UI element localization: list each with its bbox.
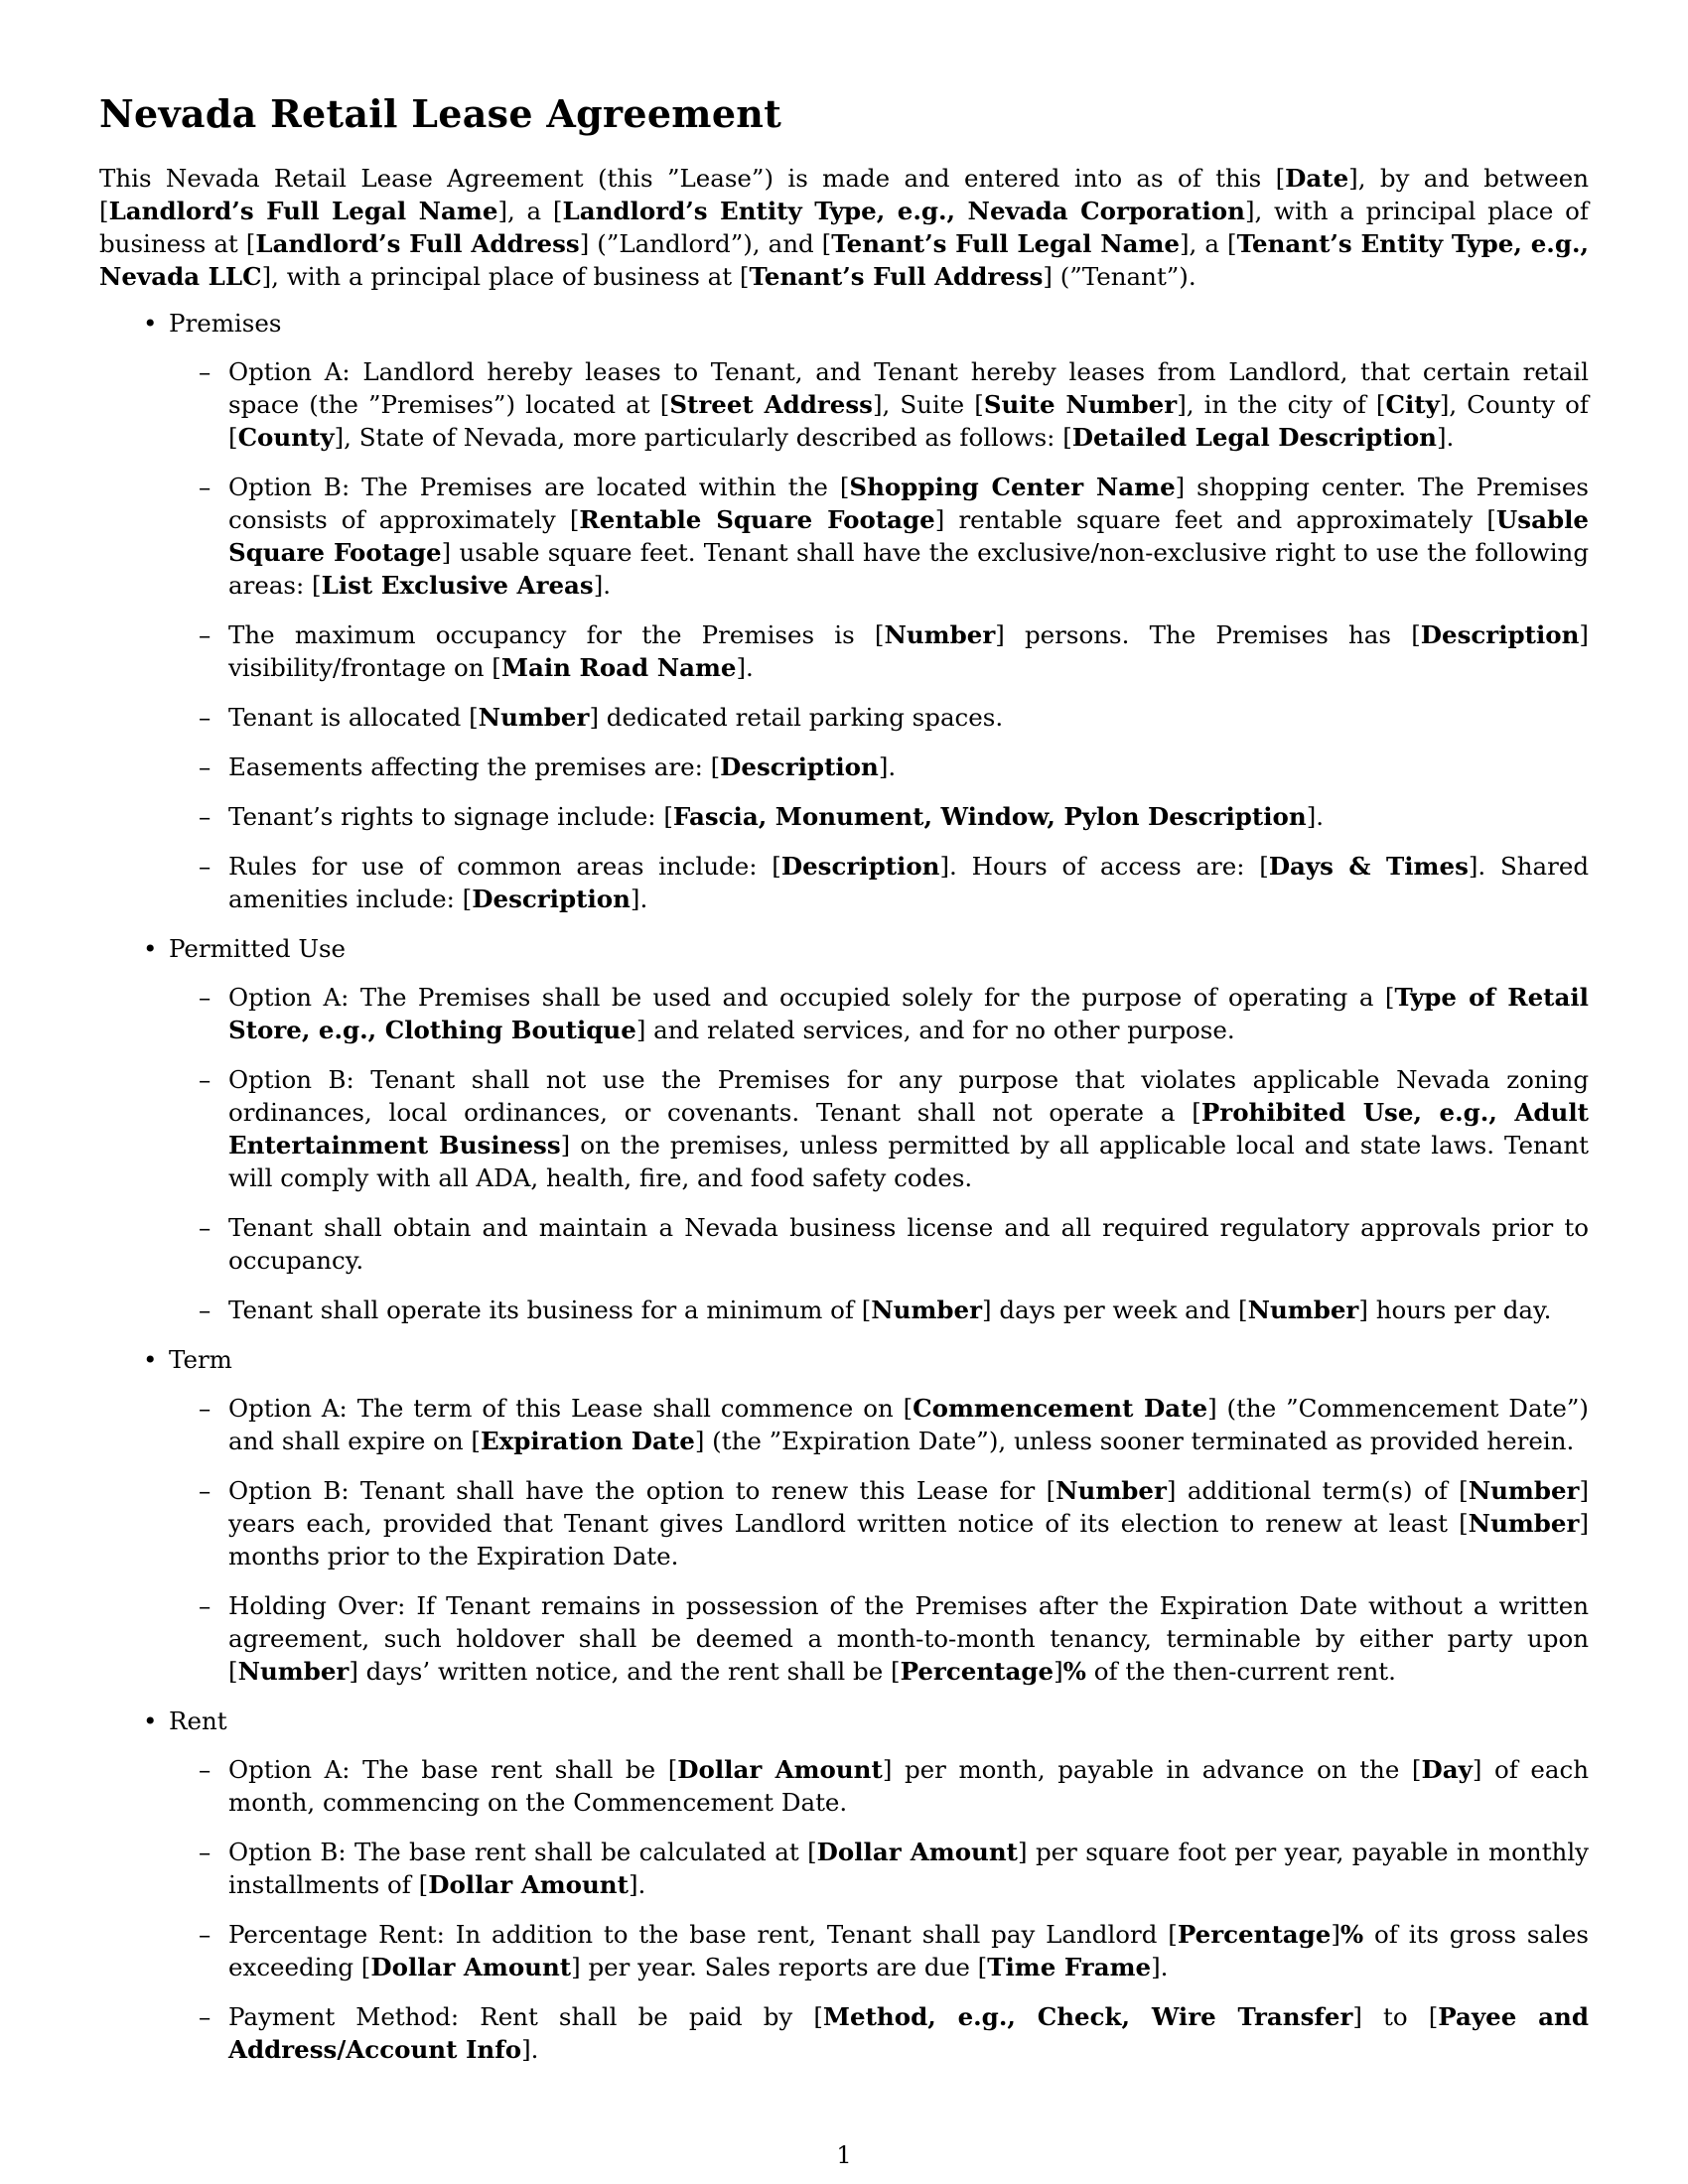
clause-text: ] days’ written notice, and the rent shall be [ [349, 1657, 901, 1686]
placeholder-field: Dollar Amount [428, 1870, 629, 1899]
placeholder-field: Landlord’s Full Legal Name [108, 197, 498, 225]
section-title: • Term [169, 1343, 1589, 1376]
clause-list [169, 355, 1589, 915]
placeholder-field: Landlord’s Full Address [255, 229, 580, 258]
clause-item [169, 850, 1589, 915]
placeholder-field: Payee and Address/Account Info [228, 2002, 1589, 2064]
intro-paragraph [99, 162, 1589, 293]
placeholder-field: Type of Retail Store, e.g., Clothing Boutique [228, 983, 1589, 1044]
section-permitted-use [99, 932, 1589, 1326]
clause-text: ] to [ [1352, 2002, 1439, 2031]
clause-text: ], by and between [ [99, 164, 1589, 225]
clause-item [169, 800, 1589, 833]
clause-text: Percentage Rent: In addition to the base rent, Tenant shall pay Landlord [ [228, 1920, 1178, 1949]
placeholder-field: Rentable Square Footage [579, 505, 935, 534]
clause-list [169, 1392, 1589, 1688]
placeholder-field: Percentage [1177, 1920, 1332, 1949]
clause-text: ], County of [ [228, 390, 1589, 452]
clause-text: ] months prior to the Expiration Date. [228, 1509, 1589, 1570]
clause-text: Option A: The term of this Lease shall commence on [ [228, 1394, 914, 1423]
placeholder-field: Method, e.g., Check, Wire Transfer [822, 2002, 1353, 2031]
clause-text: ], State of Nevada, more particularly described as follows: [ [334, 423, 1072, 452]
clause-item [169, 471, 1589, 602]
clause-item [169, 1211, 1589, 1277]
clause-text: ] dedicated retail parking spaces. [589, 703, 1004, 732]
clause-text: ] visibility/frontage on [ [228, 620, 1589, 682]
section-term [99, 1343, 1589, 1688]
placeholder-field: Tenant’s Entity Type, e.g., Nevada LLC [99, 229, 1590, 291]
clause-text: Tenant shall operate its business for a minimum of [ [228, 1296, 872, 1324]
placeholder-field: Number [478, 703, 590, 732]
clause-text: Holding Over: If Tenant remains in possession of the Premises after the Expiration Date without a written agreement, such holdover shall be deemed a month-to-month tenancy, terminable by either party upon [ [228, 1591, 1589, 1686]
placeholder-field: Number [1468, 1476, 1580, 1505]
clause-item [169, 618, 1589, 684]
clause-text: Option B: Tenant shall not use the Premises for any purpose that violates applicable Nevada zoning ordinances, local ordinances, or covenants. Tenant shall not operate a [ [228, 1065, 1589, 1127]
clause-text: ] [1054, 1657, 1063, 1686]
clause-text: ]. [630, 885, 648, 913]
placeholder-field: Description [1420, 620, 1580, 649]
clause-text: ], with a principal place of business at [ [99, 197, 1589, 258]
clause-text: ] persons. The Premises has [ [995, 620, 1421, 649]
clause-text: ]. [1306, 802, 1325, 831]
clause-text: ]. [593, 571, 612, 600]
document-page [99, 91, 1589, 2083]
placeholder-field: Description [780, 852, 940, 881]
section-title: • Premises [169, 307, 1589, 340]
clause-text: ] of each month, commencing on the Commencement Date. [228, 1755, 1590, 1817]
placeholder-field: Number [237, 1657, 350, 1686]
clause-item [169, 355, 1589, 454]
clause-item [169, 1918, 1589, 1983]
clause-text: ] per year. Sales reports are due [ [571, 1953, 988, 1981]
placeholder-field: Main Road Name [500, 653, 737, 682]
clause-item [169, 1294, 1589, 1326]
clause-text: Option A: The Premises shall be used and occupied solely for the purpose of operating a [ [228, 983, 1395, 1012]
placeholder-field: Landlord’s Entity Type, e.g., Nevada Corporation [562, 197, 1245, 225]
placeholder-field: Date [1285, 164, 1349, 193]
placeholder-field: County [237, 423, 335, 452]
clause-text: ]. [1436, 423, 1455, 452]
placeholder-field: Description [720, 752, 879, 781]
clause-text: ] (the ”Expiration Date”), unless sooner terminated as provided herein. [694, 1427, 1575, 1455]
clause-text: Option B: The base rent shall be calculated at [ [228, 1838, 817, 1866]
placeholder-field: Number [871, 1296, 983, 1324]
clause-text: Option A: Landlord hereby leases to Tenant, and Tenant hereby leases from Landlord, that certain retail space (the ”Premises”) located at [ [228, 357, 1589, 419]
clause-text: ] [1331, 1920, 1340, 1949]
placeholder-field: Days & Times [1268, 852, 1469, 881]
placeholder-field: Number [1468, 1509, 1580, 1538]
clause-text: Tenant shall obtain and maintain a Nevada business license and all required regulatory approvals prior to occupancy. [228, 1213, 1589, 1275]
clause-text: ] (”Landlord”), and [ [579, 229, 832, 258]
clause-text: ]. Hours of access are: [ [939, 852, 1269, 881]
clause-text: ], a [ [497, 197, 563, 225]
clause-text: ] hours per day. [1358, 1296, 1552, 1324]
placeholder-field: Dollar Amount [370, 1953, 572, 1981]
clause-text: ] days per week and [ [982, 1296, 1248, 1324]
clause-text: ] years each, provided that Tenant gives Landlord written notice of its election to renew at least [ [228, 1476, 1590, 1538]
clause-text: Rules for use of common areas include: [ [228, 852, 781, 881]
clause-item [169, 1392, 1589, 1457]
clause-text: ] (the ”Commencement Date”) and shall expire on [ [228, 1394, 1589, 1455]
clause-text: ] and related services, and for no other purpose. [635, 1016, 1235, 1044]
clause-item [169, 1474, 1589, 1572]
clause-item [169, 751, 1589, 783]
clause-text: ]. [736, 653, 754, 682]
clause-text: Option A: The base rent shall be [ [228, 1755, 678, 1784]
clause-text: ] usable square feet. Tenant shall have the exclusive/non-exclusive right to use the following areas: [ [228, 538, 1589, 600]
section-title: • Permitted Use [169, 932, 1589, 965]
placeholder-field: Detailed Legal Description [1071, 423, 1437, 452]
placeholder-field: Tenant’s Full Address [749, 262, 1044, 291]
clause-text: Option B: The Premises are located within the [ [228, 473, 850, 501]
clause-text: ] per month, payable in advance on the [ [882, 1755, 1422, 1784]
clause-text: Tenant is allocated [ [228, 703, 479, 732]
clause-text: ] per square foot per year, payable in monthly installments of [ [228, 1838, 1590, 1899]
clause-text: ], a [ [1180, 229, 1237, 258]
clause-item [169, 1589, 1589, 1688]
clause-text: Easements affecting the premises are: [ [228, 752, 721, 781]
clause-text: ], with a principal place of business at [ [261, 262, 750, 291]
placeholder-field: Time Frame [987, 1953, 1152, 1981]
placeholder-field: Usable Square Footage [228, 505, 1589, 567]
placeholder-field: City [1385, 390, 1440, 419]
clause-text: ]. [521, 2035, 539, 2064]
clause-text: ]. Shared amenities include: [ [228, 852, 1590, 913]
clause-item [169, 701, 1589, 734]
clause-text: Payment Method: Rent shall be paid by [ [228, 2002, 823, 2031]
clause-text: ] shopping center. The Premises consists of approximately [ [228, 473, 1589, 534]
placeholder-field: Dollar Amount [816, 1838, 1018, 1866]
placeholder-field: Tenant’s Full Legal Name [831, 229, 1180, 258]
placeholder-field: Day [1421, 1755, 1473, 1784]
clause-text: ], in the city of [ [1177, 390, 1386, 419]
clause-item [169, 1836, 1589, 1901]
section-premises [99, 307, 1589, 915]
placeholder-field: Prohibited Use, e.g., Adult Entertainment Business [228, 1098, 1589, 1160]
placeholder-field: Percentage [900, 1657, 1055, 1686]
page-number: 1 [836, 2141, 852, 2169]
document-title: Nevada Retail Lease Agreement [99, 91, 782, 136]
section-list [99, 307, 1589, 2066]
placeholder-field: Commencement Date [913, 1394, 1208, 1423]
clause-text: ] on the premises, unless permitted by all applicable local and state laws. Tenant will comply with all ADA, health, fire, and food safety codes. [228, 1131, 1589, 1192]
clause-text: ] rentable square feet and approximately [ [934, 505, 1496, 534]
placeholder-field: Fascia, Monument, Window, Pylon Description [672, 802, 1307, 831]
clause-text: Option B: Tenant shall have the option to renew this Lease for [ [228, 1476, 1056, 1505]
clause-item [169, 1753, 1589, 1819]
placeholder-field: Description [472, 885, 631, 913]
placeholder-field: Number [884, 620, 996, 649]
clause-text: of the then-current rent. [1085, 1657, 1396, 1686]
clause-text: Tenant’s rights to signage include: [ [228, 802, 673, 831]
section-title: • Rent [169, 1705, 1589, 1737]
section-rent [99, 1705, 1589, 2066]
clause-text: ]. [628, 1870, 646, 1899]
clause-text: ] additional term(s) of [ [1166, 1476, 1469, 1505]
clause-item [169, 981, 1589, 1046]
clause-text: of its gross sales exceeding [ [228, 1920, 1589, 1981]
clause-list [169, 1753, 1589, 2066]
clause-list [169, 981, 1589, 1326]
placeholder-field: Dollar Amount [677, 1755, 883, 1784]
placeholder-field: Street Address [669, 390, 873, 419]
placeholder-field: List Exclusive Areas [321, 571, 594, 600]
clause-text: ], Suite [ [872, 390, 984, 419]
clause-text: The maximum occupancy for the Premises is [ [228, 620, 885, 649]
placeholder-field: % [1339, 1920, 1364, 1949]
placeholder-field: Shopping Center Name [849, 473, 1176, 501]
placeholder-field: % [1062, 1657, 1086, 1686]
placeholder-field: Expiration Date [480, 1427, 695, 1455]
clause-item [169, 1063, 1589, 1194]
clause-text: ]. [1151, 1953, 1169, 1981]
placeholder-field: Suite Number [983, 390, 1178, 419]
placeholder-field: Number [1055, 1476, 1167, 1505]
clause-item [169, 2000, 1589, 2066]
clause-text: ] (”Tenant”). [1043, 262, 1196, 291]
clause-text: ]. [878, 752, 897, 781]
clause-text: This Nevada Retail Lease Agreement (this ”Lease”) is made and entered into as of this [ [99, 164, 1286, 193]
placeholder-field: Number [1247, 1296, 1359, 1324]
